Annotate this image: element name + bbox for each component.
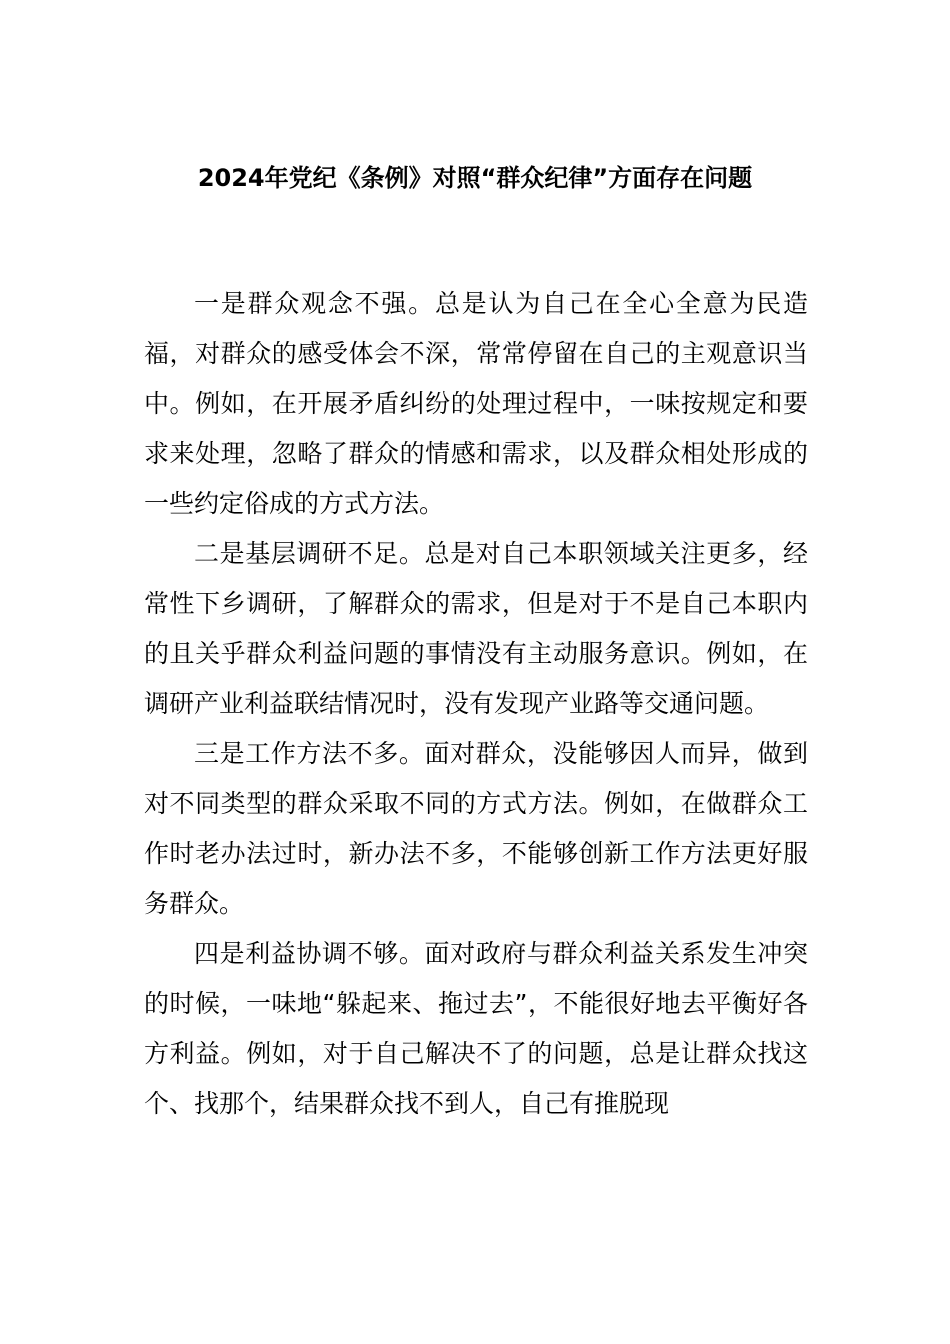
paragraph-interest-coordination: 四是利益协调不够。面对政府与群众利益关系发生冲突的时候，一味地“躲起来、拖过去”，不能很好地去平衡好各方利益。例如，对于自己解决不了的问题，总是让群众找这个、找那个，结果群众找不到人，自己有推脱现 [144,939,808,1118]
document-title: 2024年党纪《条例》对照“群众纪律”方面存在问题 [197,164,753,192]
document-body [144,279,808,1129]
paragraph-work-methods: 三是工作方法不多。面对群众，没能够因人而异，做到对不同类型的群众采取不同的方式方法。例如，在做群众工作时老办法过时，新办法不多，不能够创新工作方法更好服务群众。 [144,739,808,918]
paragraph-grassroots-research: 二是基层调研不足。总是对自己本职领域关注更多，经常性下乡调研，了解群众的需求，但是对于不是自己本职内的且关乎群众利益问题的事情没有主动服务意识。例如，在调研产业利益联结情况时，没有发现产业路等交通问题。 [144,539,808,718]
paragraph-mass-awareness: 一是群众观念不强。总是认为自己在全心全意为民造福，对群众的感受体会不深，常常停留在自己的主观意识当中。例如，在开展矛盾纠纷的处理过程中，一味按规定和要求来处理，忽略了群众的情感和需求，以及群众相处形成的一些约定俗成的方式方法。 [144,289,808,518]
